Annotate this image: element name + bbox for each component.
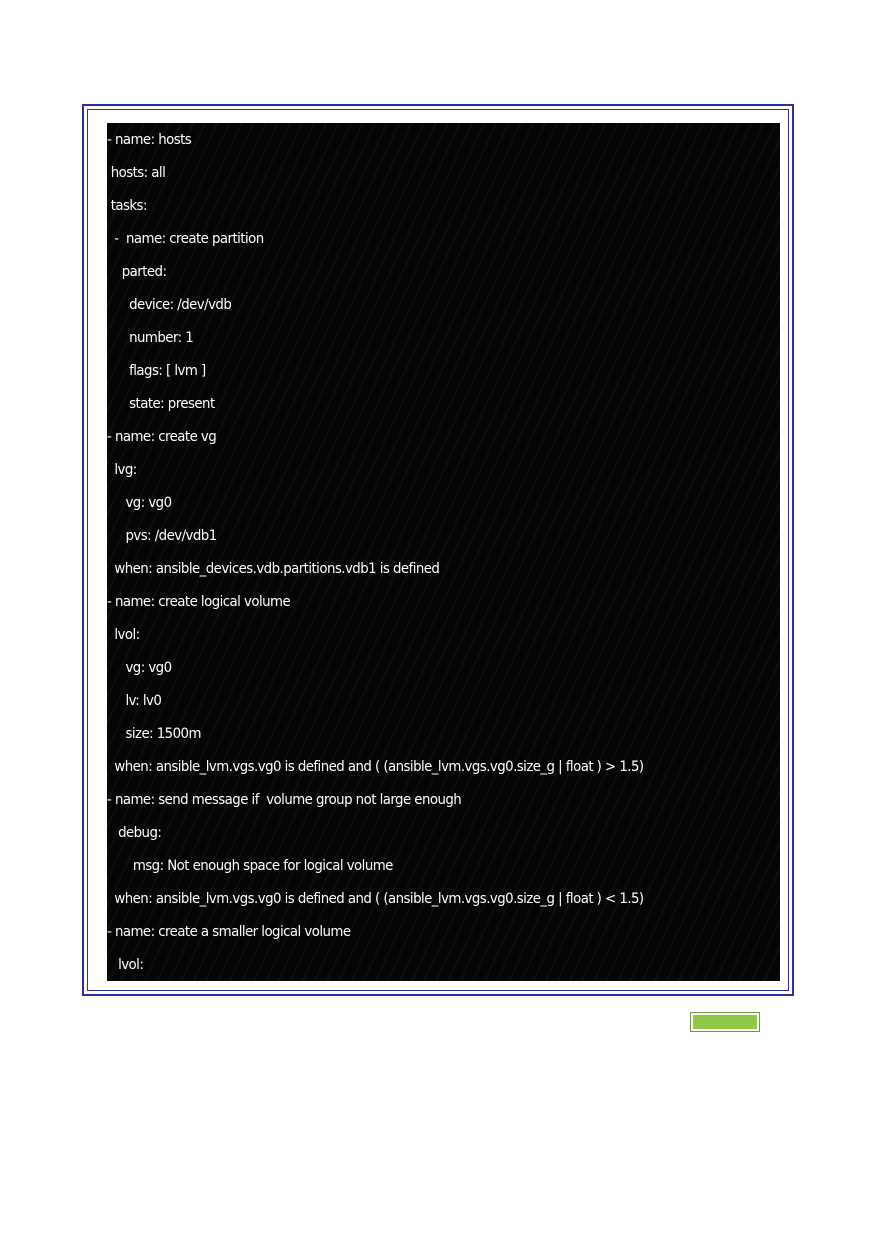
page-number-badge: [690, 1012, 760, 1032]
code-line: flags: [ lvm ]: [107, 363, 206, 379]
code-line: when: ansible_lvm.vgs.vg0 is defined and ( (ansible_lvm.vgs.vg0.size_g | float ) < 1.5): [107, 891, 644, 907]
code-line: lv: lv0: [107, 693, 162, 709]
code-line: number: 1: [107, 330, 194, 346]
code-line: pvs: /dev/vdb1: [107, 528, 217, 544]
code-line: lvg:: [107, 462, 137, 478]
code-line: - name: hosts: [107, 132, 192, 148]
code-line: device: /dev/vdb: [107, 297, 232, 313]
code-line: - name: create vg: [107, 429, 217, 445]
code-line: hosts: all: [107, 165, 166, 181]
code-line: vg: vg0: [107, 495, 172, 511]
code-line: state: present: [107, 396, 215, 412]
code-line: lvol:: [107, 957, 144, 973]
code-line: vg: vg0: [107, 660, 172, 676]
code-screenshot-panel: [107, 123, 780, 981]
code-line: parted:: [107, 264, 167, 280]
page-number-badge-fill: [693, 1015, 757, 1029]
code-line: when: ansible_devices.vdb.partitions.vdb1 is defined: [107, 561, 440, 577]
code-line: size: 1500m: [107, 726, 201, 742]
code-line: debug:: [107, 825, 162, 841]
code-line: lvol:: [107, 627, 140, 643]
code-line: - name: create a smaller logical volume: [107, 924, 351, 940]
code-line: when: ansible_lvm.vgs.vg0 is defined and ( (ansible_lvm.vgs.vg0.size_g | float ) > 1.5): [107, 759, 644, 775]
code-line: tasks:: [107, 198, 147, 214]
code-line: msg: Not enough space for logical volume: [107, 858, 393, 874]
code-line: - name: create partition: [107, 231, 264, 247]
code-line: - name: send message if volume group not large enough: [107, 792, 462, 808]
code-line: - name: create logical volume: [107, 594, 291, 610]
